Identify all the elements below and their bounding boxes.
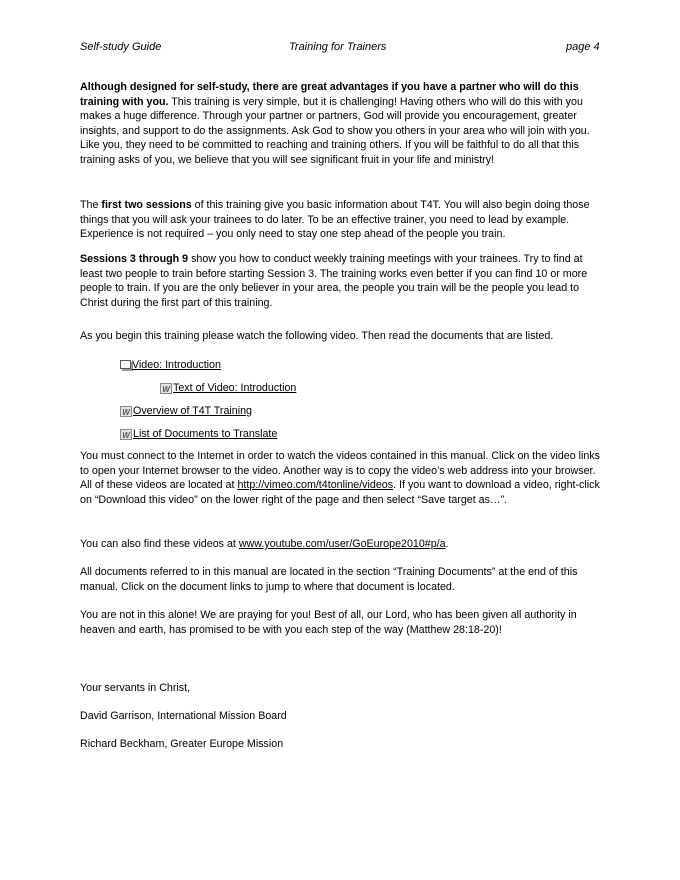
paragraph-text: The <box>80 199 102 211</box>
link-label[interactable]: List of Documents to Translate <box>133 428 278 440</box>
paragraph-sessions-3-9 <box>80 252 608 310</box>
header-center: Training for Trainers <box>289 41 387 53</box>
paragraph-text: . If you want to download a video, right-click on “Download this video” on the lower right of the page and then select “Save target as…”. <box>80 479 600 506</box>
paragraph-text: You must connect to the Internet in order to watch the videos contained in this manual. Click on the video links to open your Internet browser to the video. Another way is to copy the video’s web address into your browser. All of these videos are located at <box>80 450 601 492</box>
video-icon <box>120 360 131 369</box>
link-label[interactable]: Text of Video: Introduction <box>173 382 297 394</box>
link-label[interactable]: Video: Introduction <box>132 359 221 371</box>
signature-beckham: Richard Beckham, Greater Europe Mission <box>80 738 284 750</box>
link-label[interactable]: Overview of T4T Training <box>133 405 252 417</box>
bold-phrase: first two sessions <box>101 199 192 211</box>
paragraph-begin: As you begin this training please watch the following video. Then read the documents that are listed. <box>80 330 554 342</box>
paragraph-not-alone: You are not in this alone! We are praying for you! Best of all, our Lord, who has been given all authority in heaven and earth, has promised to be with you each step of the way (Matthew 28:18-20)! <box>80 609 577 636</box>
paragraph-text: . <box>445 538 449 550</box>
paragraph-internet <box>80 449 608 507</box>
paragraph-text: show you how to conduct weekly training meetings with your trainees. Try to find at least two people to train before starting Session 3. The training works even better if you can find 10 or more people to train. If you are the only believer in your area, the people you train will be the people you lead to Christ during the first part of this training. <box>80 253 588 309</box>
paragraph-partner <box>80 80 608 168</box>
link-video-introduction[interactable] <box>120 358 648 373</box>
word-document-icon: W <box>120 406 132 417</box>
signature-garrison: David Garrison, International Mission Board <box>80 710 287 722</box>
word-document-icon: W <box>120 429 132 440</box>
youtube-link[interactable]: www.youtube.com/user/GoEurope2010#p/a <box>238 538 446 550</box>
paragraph-text: of this training give you basic information about T4T. You will also begin doing those things that you will ask your trainees to do later. To be an effective trainer, you need to lead by example. Experience is not required – you only need to stay one step ahead of the people you train. <box>80 199 590 241</box>
bold-lead: Although designed for self-study, there are great advantages if you have a partner who will do this training with you. <box>80 81 579 108</box>
paragraph-text: You can also find these videos at <box>80 538 239 550</box>
vimeo-link[interactable]: http://vimeo.com/t4tonline/videos <box>237 479 394 492</box>
header-left: Self-study Guide <box>80 41 162 53</box>
header-page-number: page 4 <box>566 41 600 53</box>
closing: Your servants in Christ, <box>80 682 191 694</box>
link-documents-translate[interactable] <box>120 427 648 442</box>
link-text-of-video[interactable] <box>160 381 680 396</box>
paragraph-first-sessions <box>80 198 608 242</box>
paragraph-documents: All documents referred to in this manual are located in the section “Training Documents” at the end of this manual. Click on the document links to jump to where that document is located. <box>80 566 578 593</box>
word-document-icon: W <box>160 383 172 394</box>
paragraph-text: This training is very simple, but it is challenging! Having others who will do this with you makes a huge difference. Through your partner or partners, God will provide you encouragement, greater insights, and support to do the assignments. Ask God to show you others in your area who will join with you. Like you, they need to be committed to reaching and training others. If you will be faithful to do all that this training asks of you, we believe that you will see significant fruit in your life and ministry! <box>80 95 590 166</box>
link-overview[interactable] <box>120 404 648 419</box>
paragraph-youtube <box>80 537 608 552</box>
bold-lead: Sessions 3 through 9 <box>80 253 189 265</box>
